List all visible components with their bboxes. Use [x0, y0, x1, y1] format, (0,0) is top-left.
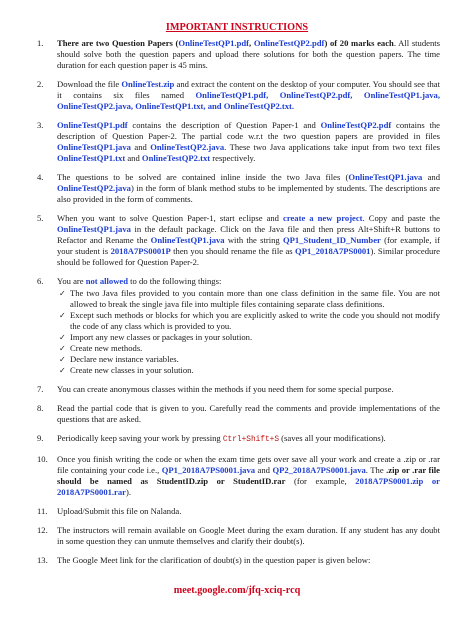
instruction-text [57, 555, 370, 565]
text-run: then you should rename the file as [170, 246, 296, 256]
instruction-item [37, 172, 440, 205]
text-run: and [125, 153, 142, 163]
instruction-item [37, 384, 440, 395]
text-run: Read the partial code that is given to you. Carefully read the comments and provide implementations of the questions that are asked. [57, 403, 440, 424]
restriction-item [57, 310, 440, 332]
highlighted-term: QP2_2018A7PS0001.java [272, 465, 366, 475]
instruction-text [57, 506, 181, 516]
text-run: to do the following things: [128, 276, 222, 286]
highlighted-term: QP1_Student_ID_Number [282, 235, 381, 245]
text-run: ). [125, 487, 131, 497]
checkmark-icon: ✓ [59, 289, 66, 298]
instruction-text [57, 38, 440, 70]
instruction-text [57, 120, 440, 163]
text-run: and [255, 465, 273, 475]
keyboard-shortcut: Ctrl+Shift+S [222, 436, 280, 444]
page-title: IMPORTANT INSTRUCTIONS [165, 22, 309, 33]
instruction-text [57, 525, 440, 546]
restriction-text: Except such methods or blocks for which you are explicitly asked to write the code you should not modify the code of any class which is provided to you. [70, 310, 440, 331]
text-run: When you want to solve Question Paper-1, start eclipse and [57, 213, 284, 223]
text-run: (for example, if your student is [57, 235, 440, 256]
text-run: respectively. [210, 153, 256, 163]
highlighted-term: OnlineTestQP1.txt [57, 153, 126, 163]
instruction-number: 5. [37, 213, 44, 223]
highlighted-term: not allowed [85, 276, 128, 286]
highlighted-term: OnlineTestQP2.pdf [253, 38, 325, 48]
checkmark-icon: ✓ [59, 311, 66, 320]
instruction-text [57, 276, 221, 286]
text-run: in the default package. Click on the Java file and then press Alt+Shift+R buttons to Refactor and Rename the [57, 224, 440, 245]
checkmark-icon: ✓ [59, 355, 66, 364]
highlighted-term: 2018A7PS0001.zip or 2018A7PS0001.rar [57, 476, 440, 497]
restriction-text: Import any new classes or packages in your solution. [70, 332, 253, 342]
highlighted-term: OnlineTestQP2.txt [141, 153, 211, 163]
instruction-item [37, 403, 440, 425]
instruction-text [57, 79, 440, 111]
instruction-item [37, 454, 440, 498]
instruction-number: 1. [37, 38, 44, 48]
instruction-item [37, 276, 440, 376]
instruction-number: 4. [37, 172, 44, 182]
highlighted-term: OnlineTestQP1.java [348, 172, 423, 182]
meet-link[interactable]: meet.google.com/jfq-xciq-rcq [173, 585, 301, 596]
text-run: Once you finish writing the code or when the exam time gets over save all your work and create a .zip or .rar file containing your code i.e., [57, 454, 440, 475]
instruction-item [37, 433, 440, 446]
text-run: The instructors will remain available on Google Meet during the exam duration. If any student has any doubt in some question they can unmute themselves and clarify their doubt(s). [57, 525, 440, 546]
text-run: Periodically keep saving your work by pressing [57, 433, 223, 443]
highlighted-term: QP1_2018A7PS0001.java [161, 465, 256, 475]
text-run: ). Similar procedure should be followed for Question Paper-2. [57, 246, 440, 267]
instruction-item [37, 213, 440, 268]
instruction-number: 13. [37, 555, 48, 565]
text-run: and [422, 172, 440, 182]
instruction-number: 7. [37, 384, 44, 394]
restriction-item [57, 365, 440, 376]
instruction-item [37, 506, 440, 517]
text-run: and [130, 142, 151, 152]
text-run: (for example, [285, 476, 356, 486]
instruction-number: 12. [37, 525, 48, 535]
highlighted-term: OnlineTestQP2.java [57, 183, 131, 193]
text-run: The Google Meet link for the clarification of doubt(s) in the question paper is given below: [57, 555, 371, 565]
highlighted-term: OnlineTestQP2.pdf [320, 120, 392, 130]
highlighted-term: OnlineTest.zip [121, 79, 175, 89]
instruction-number: 3. [37, 120, 44, 130]
text-run: . The [365, 465, 387, 475]
instruction-number: 10. [37, 454, 48, 464]
text-run: Upload/Submit this file on Nalanda. [57, 506, 182, 516]
instruction-item [37, 38, 440, 71]
text-run: . These two Java applications take input from two text files [224, 142, 440, 152]
bold-text: .zip or .rar file should be named as StudentID.zip or StudentID.rar [57, 465, 440, 486]
text-run: contains the description of Question Paper-1 and [127, 120, 321, 130]
instruction-number: 6. [37, 276, 44, 286]
highlighted-term: 2018A7PS0001P [110, 246, 171, 256]
instruction-number: 8. [37, 403, 44, 413]
checkmark-icon: ✓ [59, 333, 66, 342]
restriction-text: Create new methods. [70, 343, 143, 353]
text-run: with the string [224, 235, 283, 245]
bold-text: ) of 20 marks each [324, 38, 394, 48]
restriction-item [57, 343, 440, 354]
restriction-text: The two Java files provided to you contain more than one class definition in the same file. You are not allowed to break the single java file into multiple files containing separate class definitions. [70, 288, 440, 309]
highlighted-term: QP1_2018A7PS0001 [295, 246, 371, 256]
text-run: . All students should solve both the question papers and upload there solutions for both the question papers. The time duration for each question paper is 45 mins. [57, 38, 440, 70]
highlighted-term: OnlineTestQP2.java [150, 142, 225, 152]
bold-text: , [249, 38, 254, 48]
checkmark-icon: ✓ [59, 344, 66, 353]
highlighted-term: OnlineTestQP1.pdf [178, 38, 249, 48]
highlighted-term: OnlineTestQP1.pdf [57, 120, 128, 130]
instruction-item [37, 525, 440, 547]
highlighted-term: OnlineTestQP1.java [57, 224, 131, 234]
bold-text: There are two Question Papers ( [57, 38, 179, 48]
restriction-item [57, 332, 440, 343]
checkmark-icon: ✓ [59, 366, 66, 375]
restriction-list [57, 288, 440, 376]
text-run: . Copy and paste the [362, 213, 440, 223]
text-run: The questions to be solved are contained inline inside the two Java files ( [57, 172, 349, 182]
text-run: (saves all your modifications). [279, 433, 386, 443]
instruction-text [57, 454, 440, 497]
instruction-text [57, 384, 394, 394]
instruction-number: 11. [37, 506, 48, 516]
text-run: Download the file [57, 79, 122, 89]
text-run: You can create anonymous classes within the methods if you need them for some special purpose. [57, 384, 394, 394]
instruction-text [57, 403, 440, 424]
restriction-item [57, 288, 440, 310]
text-run: and extract the content on the desktop of your computer. You should see that it contains six files named [57, 79, 441, 100]
highlighted-term: OnlineTestQP1.java [57, 142, 131, 152]
restriction-item [57, 354, 440, 365]
instruction-text [57, 433, 386, 443]
text-run: You are [57, 276, 86, 286]
instruction-number: 9. [37, 433, 44, 443]
highlighted-term: OnlineTestQP1.pdf, OnlineTestQP2.pdf, OnlineTestQP1.java, OnlineTestQP2.java, OnlineTestQP1.txt, and OnlineTestQP2.txt. [57, 90, 440, 111]
instruction-item [37, 555, 440, 566]
instruction-item [37, 79, 441, 112]
text-run: contains the description of Question Paper-2. The partial code w.r.t the two question papers are provided in files [57, 120, 440, 141]
restriction-text: Create new classes in your solution. [70, 365, 194, 375]
text-run: ) in the form of blank method stubs to be implemented by students. The descriptions are also provided in the form of comments. [57, 183, 440, 204]
restriction-text: Declare new instance variables. [70, 354, 179, 364]
instruction-text [57, 213, 440, 267]
highlighted-term: OnlineTestQP1.java [150, 235, 225, 245]
instruction-text [57, 172, 440, 204]
highlighted-term: create a new project [283, 213, 363, 223]
instructions-list [0, 38, 474, 574]
instruction-item [37, 120, 440, 164]
instruction-number: 2. [37, 79, 44, 89]
